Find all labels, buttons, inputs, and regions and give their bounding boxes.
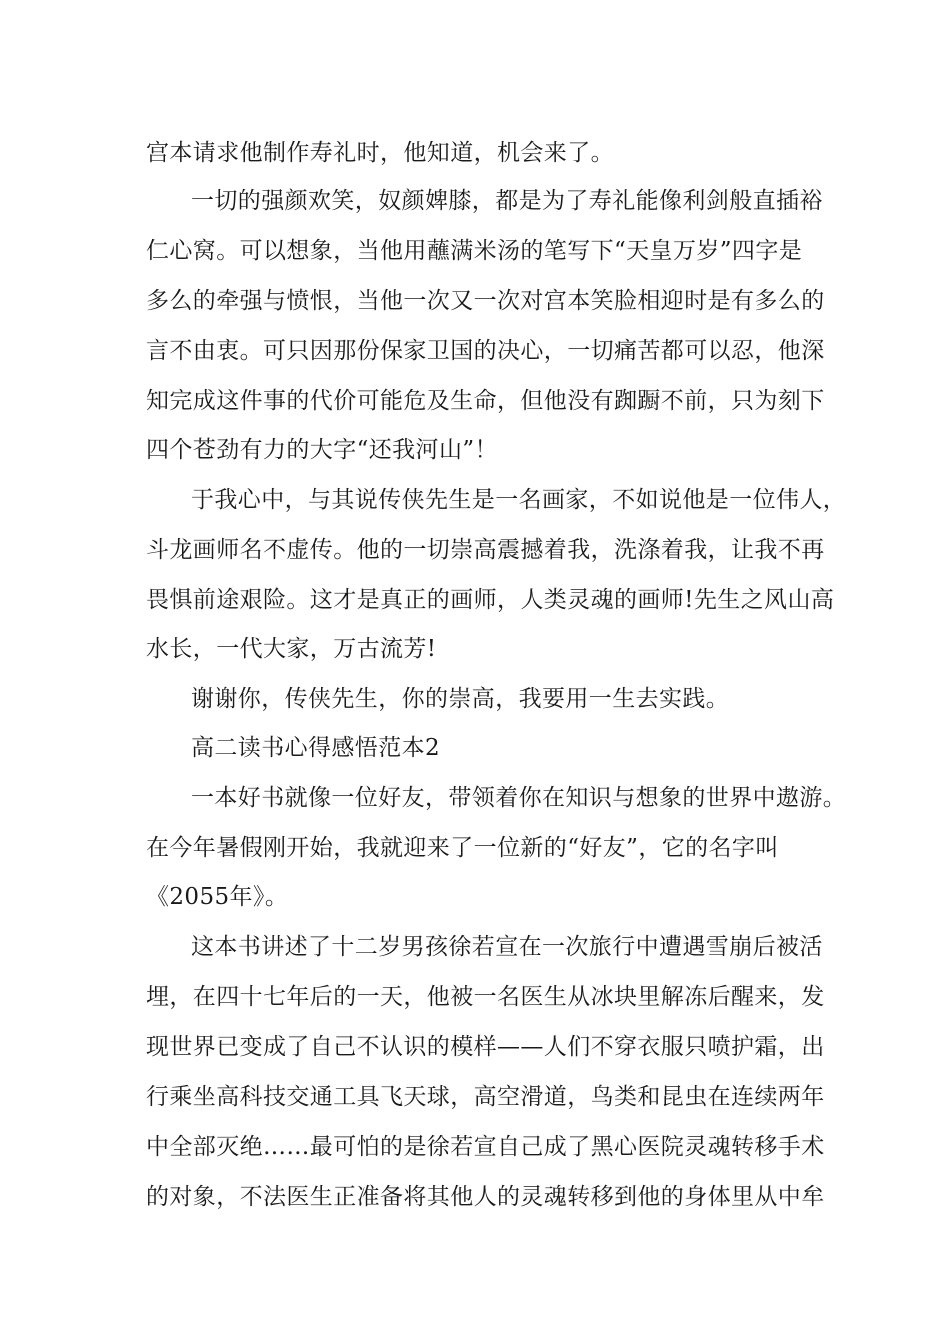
text-line: 中全部灭绝……最可怕的是徐若宣自己成了黑心医院灵魂转移手术 [146,1134,825,1160]
text-line: 现世界已变成了自己不认识的模样——人们不穿衣服只喷护霜，出 [146,1034,825,1060]
text-line: 的对象，不法医生正准备将其他人的灵魂转移到他的身体里从中牟 [146,1184,825,1210]
paragraph-first-line: 这本书讲述了十二岁男孩徐若宣在一次旅行中遭遇雪崩后被活 [191,934,823,960]
section-heading: 高二读书心得感悟范本2 [191,735,441,761]
text-line: 仁心窝。可以想象，当他用蘸满米汤的笔写下“天皇万岁”四字是 [146,238,803,264]
text-line: 行乘坐高科技交通工具飞天球，高空滑道，鸟类和昆虫在连续两年 [146,1084,825,1110]
paragraph-first-line: 一本好书就像一位好友，带领着你在知识与想象的世界中遨游。 [191,785,847,811]
text-line: 言不由衷。可只因那份保家卫国的决心，一切痛苦都可以忍，他深 [146,338,825,364]
text-line: 宫本请求他制作寿礼时，他知道，机会来了。 [146,140,614,166]
text-line: 水长，一代大家，万古流芳! [146,636,437,662]
text-line: 《2055年》。 [146,884,289,910]
text-line: 在今年暑假刚开始，我就迎来了一位新的“好友”，它的名字叫 [146,835,779,861]
paragraph-first-line: 于我心中，与其说传侠先生是一名画家，不如说他是一位伟人， [191,487,847,513]
text-line: 多么的牵强与愤恨，当他一次又一次对宫本笑脸相迎时是有多么的 [146,288,825,314]
text-line: 四个苍劲有力的大字“还我河山”！ [146,437,498,463]
paragraph-first-line: 一切的强颜欢笑，奴颜婢膝，都是为了寿礼能像利剑般直插裕 [191,188,823,214]
paragraph-first-line: 谢谢你，传侠先生，你的崇高，我要用一生去实践。 [191,686,730,712]
text-line: 埋，在四十七年后的一天，他被一名医生从冰块里解冻后醒来，发 [146,984,825,1010]
text-line: 斗龙画师名不虚传。他的一切崇高震撼着我，洗涤着我，让我不再 [146,537,825,563]
text-line: 畏惧前途艰险。这才是真正的画师，人类灵魂的画师!先生之风山高 [146,587,835,613]
text-line: 知完成这件事的代价可能危及生命，但他没有踟蹰不前，只为刻下 [146,388,825,414]
